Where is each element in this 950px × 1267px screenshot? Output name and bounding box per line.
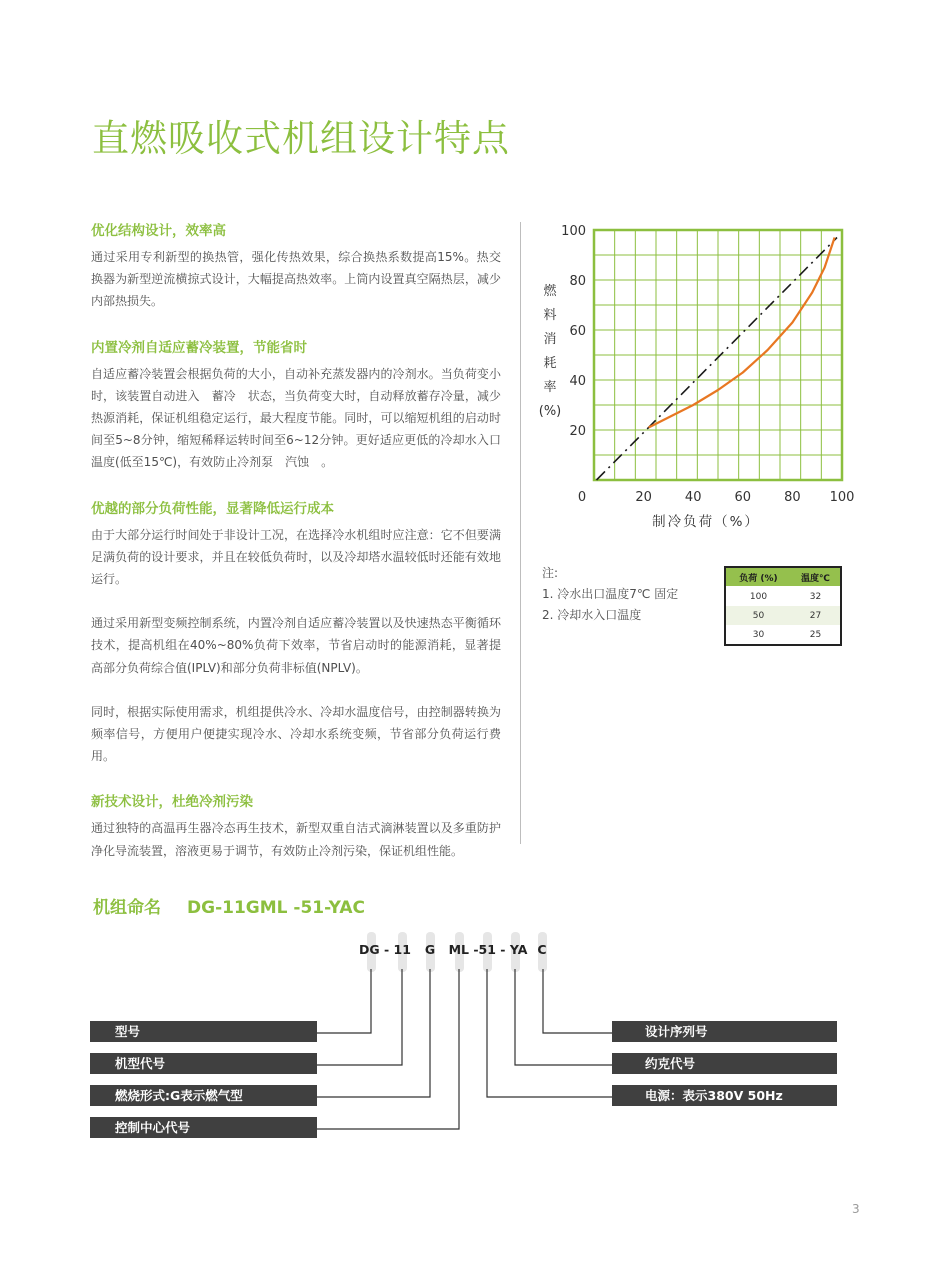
- x-axis-label: 制冷负荷（%）: [652, 514, 760, 530]
- y-axis-label-char: 消: [543, 332, 557, 347]
- connector-line: [317, 969, 371, 1033]
- naming-heading: [93, 893, 365, 918]
- cooling-water-temp-table: [724, 566, 842, 646]
- section-heading: 优化结构设计，效率高: [91, 223, 226, 239]
- york-code-label: 约克代号: [645, 1056, 696, 1071]
- model-label: 型号: [115, 1024, 141, 1039]
- page-title: 直燃吸收式机组设计特点: [92, 117, 510, 160]
- table-cell: 30: [725, 625, 791, 645]
- section-heading: 新技术设计，杜绝冷剂污染: [91, 794, 253, 811]
- table-row: [725, 606, 841, 625]
- feature-section-2: [91, 337, 501, 474]
- table-cell: 27: [791, 606, 841, 625]
- feature-section-4: [91, 791, 501, 861]
- combustion-type-label: 燃烧形式:G表示燃气型: [115, 1088, 243, 1103]
- y-tick-label: 100: [561, 224, 586, 239]
- section-paragraph: 同时，根据实际使用需求，机组提供冷水、冷却水温度信号，由控制器转换为频率信号，方便用户便捷实现冷水、冷却水系统变频，节省部分负荷运行费用。: [91, 704, 501, 764]
- control-center-label: 控制中心代号: [115, 1120, 191, 1135]
- connector-line: [317, 969, 459, 1129]
- connector-line: [317, 969, 402, 1065]
- naming-code: DG-11GML -51-YAC: [187, 898, 365, 918]
- table-row: [725, 587, 841, 607]
- section-paragraph: 通过独特的高温再生器冷态再生技术，新型双重自洁式滴淋装置以及多重防护净化导流装置，溶液更易于调节，有效防止冷剂污染，保证机组性能。: [91, 821, 501, 858]
- power-supply-label: 电源：表示380V 50Hz: [645, 1088, 783, 1103]
- table-cell: 50: [725, 606, 791, 625]
- features-column: [91, 220, 501, 886]
- section-paragraph: 通过采用新型变频控制系统，内置冷剂自适应蓄冷装置以及快速热态平衡循环技术，提高机组在40%~80%负荷下效率，节省启动时的能源消耗，显著提高部分负荷综合值(IPLV)和部分负荷非标值(NPLV)。: [91, 616, 501, 675]
- table-header: 温度℃: [791, 567, 841, 587]
- segment-text: DG - 11: [359, 942, 411, 957]
- table-cell: 25: [791, 625, 841, 645]
- segment-text: ML -51 - YA: [448, 942, 528, 957]
- notes-label: 注:: [542, 566, 559, 580]
- x-tick-label: 20: [635, 490, 652, 505]
- note-item: 2. 冷却水入口温度: [542, 608, 642, 622]
- section-paragraph: 由于大部分运行时间处于非设计工况，在选择冷水机组时应注意：它不但要满足满负荷的设计要求，并且在较低负荷时，以及冷却塔水温较低时还能有效地运行。: [91, 527, 501, 587]
- y-axis-label-char: (%): [538, 404, 562, 419]
- table-header-row: [725, 567, 841, 587]
- y-axis-label-char: 耗: [543, 356, 557, 371]
- x-tick-label: 100: [829, 490, 855, 505]
- section-paragraph: 通过采用专利新型的换热管，强化传热效果，综合换热系数提高15%。热交换器为新型逆流横掠式设计，大幅提高热效率。上筒内设置真空隔热层，减少内部热损失。: [91, 250, 501, 309]
- y-tick-label: 40: [569, 374, 586, 389]
- chart-notes: [542, 563, 678, 626]
- segment-text: G: [424, 942, 436, 957]
- y-axis-label-char: 料: [543, 308, 557, 323]
- note-item: 1. 冷水出口温度7℃ 固定: [542, 587, 679, 601]
- naming-title: 机组命名: [93, 898, 161, 918]
- x-tick-label: 0: [577, 490, 587, 505]
- x-tick-label: 60: [734, 490, 752, 505]
- connector-line: [543, 969, 612, 1033]
- feature-section-3: [91, 498, 501, 768]
- page-number: 3: [852, 1202, 860, 1216]
- segment-text: C: [537, 942, 547, 957]
- y-axis-label-char: 燃: [543, 284, 557, 299]
- section-paragraph: 自适应蓄冷装置会根据负荷的大小，自动补充蒸发器内的冷剂水。当负荷变小时，该装置自动进入 蓄冷 状态，当负荷变大时，自动释放蓄存冷量，减少热源消耗，保证机组稳定运行，最大程度节能。同时，可以缩短机组的启动时间至5~8分钟，缩短稀释运转时间至6~12分钟。更好适应更低的冷却水入口温度(低至15℃)，有效防止冷剂泵 汽蚀 。: [91, 366, 501, 470]
- table-cell: 32: [791, 587, 841, 607]
- section-heading: 内置冷剂自适应蓄冷装置，节能省时: [91, 339, 307, 356]
- table-row: [725, 625, 841, 645]
- x-tick-label: 40: [684, 490, 702, 505]
- fuel-consumption-chart: [530, 222, 870, 542]
- column-divider: [520, 222, 521, 844]
- y-tick-label: 80: [569, 274, 586, 289]
- naming-diagram: [0, 925, 950, 1145]
- design-serial-label: 设计序列号: [645, 1024, 708, 1039]
- x-tick-label: 80: [784, 490, 801, 505]
- y-tick-label: 20: [569, 424, 586, 439]
- table-cell: 100: [725, 587, 791, 607]
- section-heading: 优越的部分负荷性能，显著降低运行成本: [91, 500, 334, 517]
- connector-line: [515, 969, 612, 1065]
- table-header: 负荷 (%): [725, 567, 791, 587]
- unit-type-label: 机型代号: [115, 1056, 166, 1071]
- y-tick-label: 60: [569, 324, 586, 339]
- feature-section-1: [91, 220, 501, 313]
- y-axis-label-char: 率: [543, 380, 557, 395]
